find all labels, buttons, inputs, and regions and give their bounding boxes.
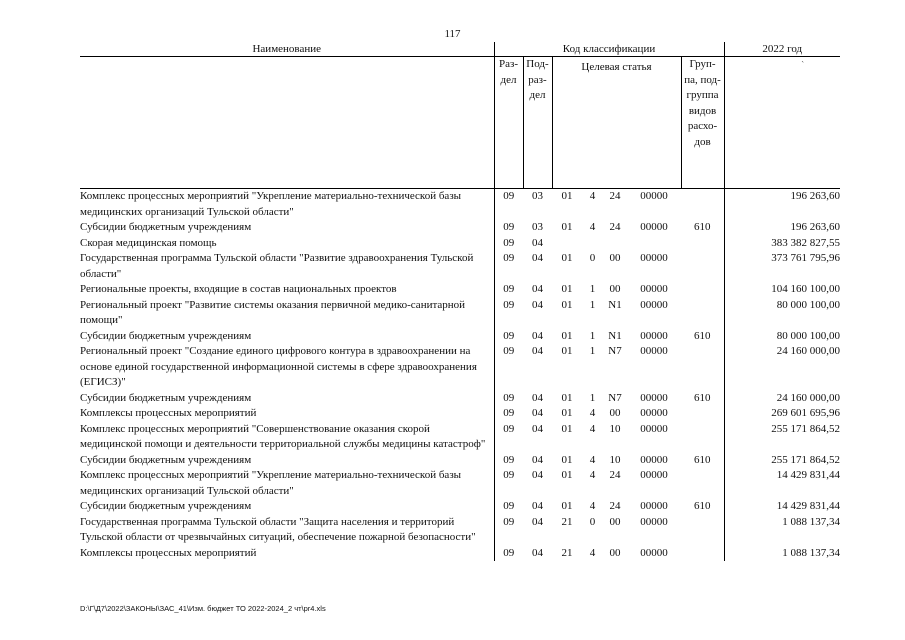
table-row xyxy=(80,344,840,391)
table-row xyxy=(80,189,840,221)
table-row xyxy=(80,220,840,236)
cell-direction: 00000 xyxy=(640,252,668,264)
cell-subsection: 04 xyxy=(532,391,543,404)
table-row xyxy=(80,515,840,546)
cell-direction: 00000 xyxy=(640,422,668,435)
cell-expense-group xyxy=(681,468,724,499)
cell-amount: 1 088 137,34 xyxy=(782,546,841,559)
cell-subsection: 03 xyxy=(523,189,552,221)
cell-expense-group xyxy=(681,189,724,221)
cell-subprogram: 1 xyxy=(589,283,596,295)
cell-subsection: 04 xyxy=(532,422,543,435)
cell-expense-group xyxy=(681,236,724,252)
cell-amount: 24 160 000,00 xyxy=(776,345,841,357)
cell-section: 09 xyxy=(503,236,515,249)
cell-program: 21 xyxy=(561,546,573,559)
cell-expense-group xyxy=(681,515,724,546)
header-subsection: Под- раз- дел xyxy=(523,57,552,189)
cell-event: 10 xyxy=(609,422,621,435)
cell-amount: 255 171 864,52 xyxy=(771,422,841,435)
cell-subsection: 04 xyxy=(532,515,543,528)
cell-subprogram: 4 xyxy=(589,221,596,233)
cell-expense-group xyxy=(681,298,724,329)
cell-subprogram: 4 xyxy=(589,422,596,435)
cell-section: 09 xyxy=(503,515,515,528)
cell-direction: 00000 xyxy=(640,221,668,233)
table-row xyxy=(80,468,840,499)
cell-section: 09 xyxy=(503,283,515,295)
cell-program xyxy=(552,236,582,252)
cell-subsection: 04 xyxy=(532,329,543,342)
cell-subsection: 03 xyxy=(532,221,543,233)
header-name-blank xyxy=(80,57,494,189)
cell-amount: 196 263,60 xyxy=(790,221,841,233)
cell-expense-group: 610 xyxy=(681,391,724,407)
cell-expense-group xyxy=(681,422,724,453)
cell-name: Субсидии бюджетным учреждениям xyxy=(80,329,494,345)
cell-subsection: 04 xyxy=(532,345,543,357)
table-row xyxy=(80,422,840,453)
cell-event: 24 xyxy=(609,221,621,233)
cell-amount: 80 000 100,00 xyxy=(776,298,841,311)
budget-table-body xyxy=(80,189,840,562)
cell-direction xyxy=(627,236,681,252)
header-year: 2022 год xyxy=(724,42,840,57)
cell-subprogram: 0 xyxy=(589,252,596,264)
cell-section: 09 xyxy=(503,329,515,342)
cell-subsection: 04 xyxy=(532,407,543,419)
cell-name: Государственная программа Тульской области "Развитие здравоохранения Тульской области" xyxy=(80,251,494,282)
footer-file-path: D:\Г\Д7\2022\ЗАКОНЫ\ЗАС_41\Изм. бюджет ТО 2022-2024_2 чт\pr4.xls xyxy=(80,604,326,613)
cell-subprogram: 0 xyxy=(589,515,596,528)
cell-section: 09 xyxy=(503,469,515,481)
cell-event: 10 xyxy=(609,453,621,466)
cell-section: 09 xyxy=(503,298,515,311)
cell-subprogram: 1 xyxy=(589,391,596,404)
cell-program: 21 xyxy=(561,515,573,528)
cell-section: 09 xyxy=(503,546,515,559)
cell-expense-group xyxy=(681,344,724,391)
cell-subsection: 04 xyxy=(532,546,543,559)
cell-direction: 00000 xyxy=(640,469,668,481)
cell-event: 24 xyxy=(609,500,621,512)
header-expense-group: Груп- па, под- группа видов расхо- дов xyxy=(681,57,724,189)
cell-subprogram: 1 xyxy=(589,329,596,342)
header-classification: Код классификации xyxy=(494,42,724,57)
cell-subprogram: 4 xyxy=(582,189,603,221)
cell-subprogram: 4 xyxy=(589,500,596,512)
cell-subsection: 04 xyxy=(532,469,543,481)
cell-direction: 00000 xyxy=(640,546,668,559)
cell-subprogram: 4 xyxy=(589,469,596,481)
cell-name: Субсидии бюджетным учреждениям xyxy=(80,220,494,236)
cell-expense-group xyxy=(681,406,724,422)
cell-name: Субсидии бюджетным учреждениям xyxy=(80,453,494,469)
cell-section: 09 xyxy=(494,189,523,221)
cell-program: 01 xyxy=(561,500,573,512)
cell-subprogram: 4 xyxy=(589,407,596,419)
table-row xyxy=(80,298,840,329)
cell-direction: 00000 xyxy=(640,345,668,357)
cell-subprogram: 1 xyxy=(589,345,596,357)
cell-expense-group xyxy=(681,546,724,562)
page-number: 117 xyxy=(444,28,461,40)
cell-direction: 00000 xyxy=(640,515,668,528)
cell-program: 01 xyxy=(561,422,573,435)
cell-event: N1 xyxy=(608,329,622,342)
cell-section: 09 xyxy=(503,407,515,419)
cell-amount: 269 601 695,96 xyxy=(771,407,841,419)
cell-section: 09 xyxy=(503,422,515,435)
cell-name: Комплексы процессных мероприятий xyxy=(80,546,494,562)
cell-section: 09 xyxy=(503,252,515,264)
table-row xyxy=(80,499,840,515)
cell-subsection: 04 xyxy=(532,252,543,264)
header-section: Раз- дел xyxy=(494,57,523,189)
cell-name: Субсидии бюджетным учреждениям xyxy=(80,499,494,515)
header-row-sub xyxy=(80,57,840,189)
header-target-article: Целевая статья xyxy=(552,57,681,189)
cell-subsection: 04 xyxy=(532,236,543,249)
cell-program: 01 xyxy=(561,283,573,295)
cell-program: 01 xyxy=(561,407,573,419)
cell-direction: 00000 xyxy=(640,298,668,311)
cell-amount: 14 429 831,44 xyxy=(776,469,841,481)
cell-name: Комплексы процессных мероприятий xyxy=(80,406,494,422)
cell-name: Государственная программа Тульской области "Защита населения и территорий Тульской области от чрезвычайных ситуаций, обеспечение пожарной безопасности" xyxy=(80,515,494,546)
header-year-mark: ` xyxy=(801,60,805,69)
cell-event: 00 xyxy=(609,407,621,419)
cell-event xyxy=(603,236,627,252)
cell-event: 24 xyxy=(609,469,621,481)
cell-subprogram: 4 xyxy=(589,453,596,466)
cell-subsection: 04 xyxy=(532,283,543,295)
table-row xyxy=(80,251,840,282)
cell-subsection: 04 xyxy=(532,500,543,512)
cell-program: 01 xyxy=(561,345,573,357)
cell-amount: 80 000 100,00 xyxy=(776,329,841,342)
cell-amount: 255 171 864,52 xyxy=(771,453,841,466)
cell-event: N7 xyxy=(608,345,622,357)
cell-expense-group xyxy=(681,251,724,282)
table-row xyxy=(80,406,840,422)
cell-name: Комплекс процессных мероприятий "Совершенствование оказания скорой медицинской помощи и деятельности территориальной службы медицины катастроф" xyxy=(80,422,494,453)
cell-name: Региональные проекты, входящие в состав национальных проектов xyxy=(80,282,494,298)
cell-expense-group: 610 xyxy=(681,499,724,515)
header-row-top xyxy=(80,42,840,57)
cell-section: 09 xyxy=(503,391,515,404)
cell-direction: 00000 xyxy=(640,407,668,419)
cell-program: 01 xyxy=(561,252,573,264)
cell-expense-group: 610 xyxy=(681,329,724,345)
table-row xyxy=(80,453,840,469)
cell-section: 09 xyxy=(503,345,515,357)
cell-amount: 104 160 100,00 xyxy=(771,283,841,295)
cell-name: Комплекс процессных мероприятий "Укрепление материально-технической базы медицинских организаций Тульской области" xyxy=(80,468,494,499)
cell-event: N7 xyxy=(608,391,622,404)
cell-subsection: 04 xyxy=(532,453,543,466)
cell-program: 01 xyxy=(561,453,573,466)
cell-name: Субсидии бюджетным учреждениям xyxy=(80,391,494,407)
header-name: Наименование xyxy=(80,42,494,57)
cell-section: 09 xyxy=(503,221,515,233)
cell-amount: 14 429 831,44 xyxy=(776,500,841,512)
cell-direction: 00000 xyxy=(640,283,668,295)
cell-amount: 383 382 827,55 xyxy=(771,236,841,249)
cell-event: 00 xyxy=(609,515,621,528)
cell-amount: 24 160 000,00 xyxy=(776,391,841,404)
cell-name: Скорая медицинская помощь xyxy=(80,236,494,252)
cell-name: Комплекс процессных мероприятий "Укрепление материально-технической базы медицинских организаций Тульской области" xyxy=(80,189,494,221)
cell-direction: 00000 xyxy=(640,329,668,342)
cell-program: 01 xyxy=(561,329,573,342)
cell-subprogram xyxy=(582,236,603,252)
cell-amount: 1 088 137,34 xyxy=(782,515,841,528)
cell-expense-group xyxy=(681,282,724,298)
cell-program: 01 xyxy=(552,189,582,221)
cell-expense-group: 610 xyxy=(681,220,724,236)
cell-event: 00 xyxy=(609,283,621,295)
cell-subsection: 04 xyxy=(532,298,543,311)
cell-name: Региональный проект "Создание единого цифрового контура в здравоохранении на основе единой государственной информационной системы в сфере здравоохранения (ЕГИСЗ)" xyxy=(80,344,494,391)
table-row xyxy=(80,391,840,407)
cell-subprogram: 1 xyxy=(589,298,596,311)
cell-amount: 196 263,60 xyxy=(724,189,840,221)
cell-program: 01 xyxy=(561,391,573,404)
cell-program: 01 xyxy=(561,298,573,311)
cell-direction: 00000 xyxy=(640,500,668,512)
table-row xyxy=(80,236,840,252)
cell-subprogram: 4 xyxy=(589,546,596,559)
cell-section: 09 xyxy=(503,453,515,466)
cell-event: 00 xyxy=(609,252,621,264)
cell-expense-group: 610 xyxy=(681,453,724,469)
cell-program: 01 xyxy=(561,221,573,233)
cell-event: N1 xyxy=(608,298,622,311)
cell-name: Региональный проект "Развитие системы оказания первичной медико-санитарной помощи" xyxy=(80,298,494,329)
table-row xyxy=(80,282,840,298)
cell-direction: 00000 xyxy=(640,391,668,404)
cell-direction: 00000 xyxy=(627,189,681,221)
cell-direction: 00000 xyxy=(640,453,668,466)
cell-event: 24 xyxy=(603,189,627,221)
cell-program: 01 xyxy=(561,469,573,481)
cell-section: 09 xyxy=(503,500,515,512)
table-row xyxy=(80,329,840,345)
cell-event: 00 xyxy=(609,546,621,559)
cell-amount: 373 761 795,96 xyxy=(771,252,841,264)
budget-table xyxy=(80,42,840,561)
table-row xyxy=(80,546,840,562)
